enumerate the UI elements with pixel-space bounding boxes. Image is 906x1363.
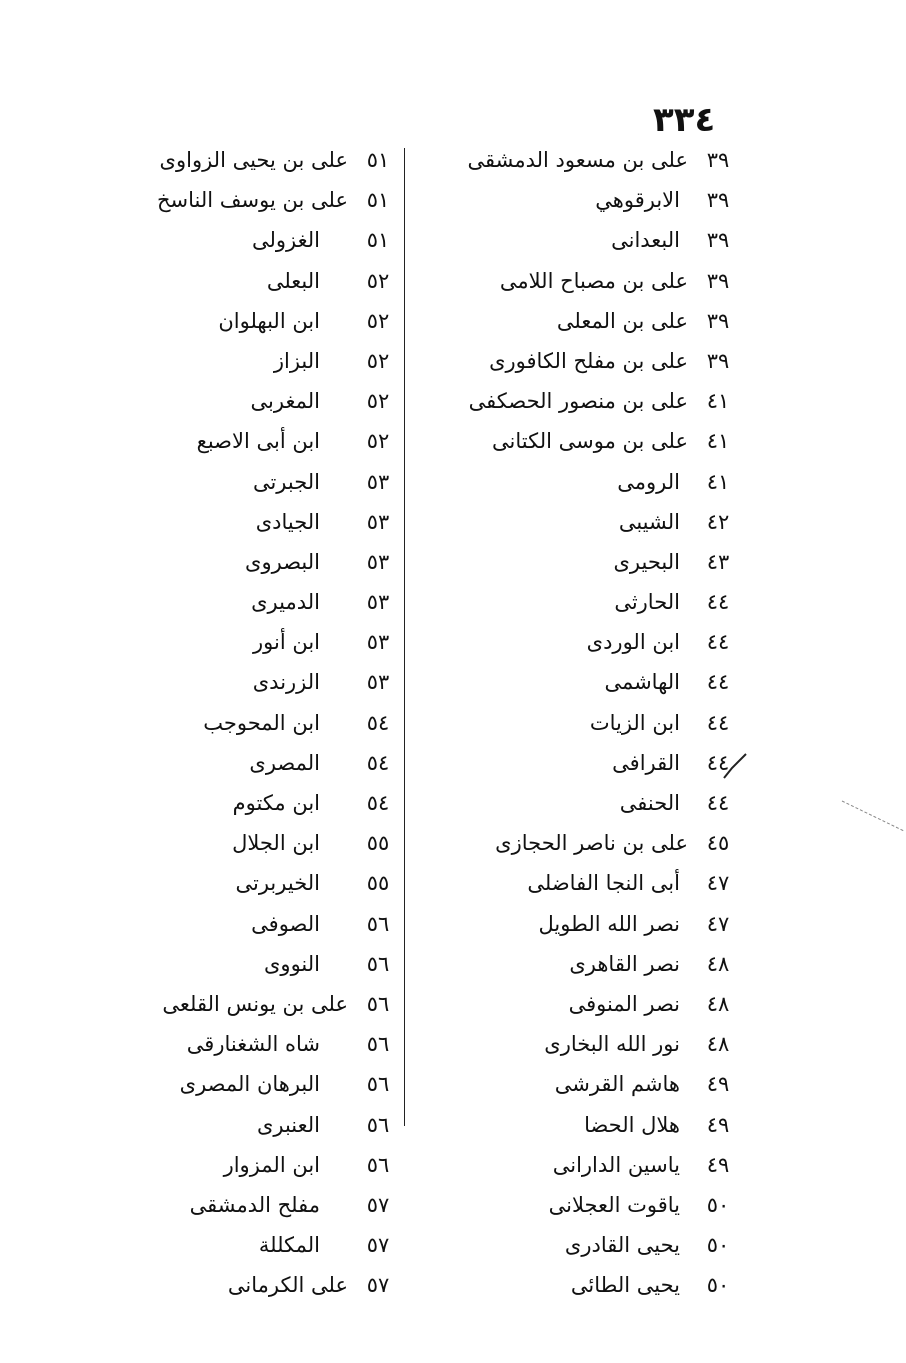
entry-page-number: ٥٥ bbox=[366, 871, 390, 896]
index-entry bbox=[90, 823, 400, 863]
index-entry bbox=[440, 421, 740, 461]
index-entry bbox=[90, 944, 400, 984]
entry-name: ابن أنور bbox=[252, 630, 320, 655]
entry-name: الصوفى bbox=[251, 911, 320, 936]
entry-page-number: ٥٤ bbox=[366, 750, 390, 775]
index-entry bbox=[440, 944, 740, 984]
entry-page-number: ٤٧ bbox=[706, 911, 730, 936]
entry-name: ابن الوردى bbox=[586, 630, 680, 655]
entry-page-number: ٥٧ bbox=[366, 1273, 390, 1298]
index-entry bbox=[440, 220, 740, 260]
entry-page-number: ٥٣ bbox=[366, 509, 390, 534]
entry-page-number: ٥٢ bbox=[366, 308, 390, 333]
entry-name: الزرندى bbox=[252, 670, 320, 695]
index-entry bbox=[440, 180, 740, 220]
index-entry bbox=[440, 301, 740, 341]
entry-page-number: ٣٩ bbox=[706, 228, 730, 253]
index-entry bbox=[90, 1105, 400, 1145]
entry-name: ياسين الدارانى bbox=[552, 1152, 680, 1177]
entry-page-number: ٣٩ bbox=[706, 268, 730, 293]
entry-name: البعدانى bbox=[611, 228, 680, 253]
index-entry bbox=[440, 542, 740, 582]
index-entry bbox=[440, 341, 740, 381]
entry-name: النووى bbox=[264, 951, 320, 976]
entry-page-number: ٣٩ bbox=[706, 348, 730, 373]
entry-page-number: ٥٦ bbox=[366, 991, 390, 1016]
entry-name: المصرى bbox=[249, 750, 320, 775]
entry-page-number: ٥١ bbox=[366, 148, 390, 172]
entry-page-number: ٤١ bbox=[706, 469, 730, 494]
entry-name: أبى النجا الفاضلى bbox=[527, 871, 680, 896]
entry-page-number: ٤٨ bbox=[706, 991, 730, 1016]
index-entry bbox=[440, 1105, 740, 1145]
entry-page-number: ٥٣ bbox=[366, 549, 390, 574]
entry-name: الخيربرتى bbox=[235, 871, 320, 896]
index-entry bbox=[440, 1225, 740, 1265]
entry-page-number: ٥٠ bbox=[706, 1233, 730, 1258]
index-entry bbox=[440, 783, 740, 823]
entry-page-number: ٤١ bbox=[706, 429, 730, 454]
entry-name: على بن موسى الكتانى bbox=[492, 429, 688, 454]
entry-name: يحيى الطائى bbox=[570, 1273, 680, 1298]
entry-name: على بن منصور الحصكفى bbox=[468, 389, 688, 414]
entry-name: الابرقوهي bbox=[595, 188, 680, 213]
entry-name: البزاز bbox=[273, 348, 320, 373]
entry-page-number: ٥٠ bbox=[706, 1192, 730, 1217]
entry-name: على بن مسعود الدمشقى bbox=[467, 148, 688, 172]
entry-page-number: ٤٤ bbox=[706, 590, 730, 615]
index-entry bbox=[440, 582, 740, 622]
index-entry bbox=[440, 863, 740, 903]
entry-page-number: ٥٥ bbox=[366, 831, 390, 856]
entry-name: نصر القاهرى bbox=[569, 951, 680, 976]
entry-page-number: ٥٦ bbox=[366, 1032, 390, 1057]
entry-name: هاشم القرشى bbox=[554, 1072, 680, 1097]
entry-page-number: ٤٢ bbox=[706, 509, 730, 534]
index-entry bbox=[90, 863, 400, 903]
entry-page-number: ٤٩ bbox=[706, 1072, 730, 1097]
entry-name: شاه الشغنارقى bbox=[186, 1032, 320, 1057]
entry-name: ابن المزوار bbox=[223, 1152, 320, 1177]
entry-name: القرافى bbox=[612, 750, 680, 775]
entry-page-number: ٥٤ bbox=[366, 791, 390, 815]
index-entry bbox=[440, 381, 740, 421]
entry-name: الهاشمى bbox=[604, 670, 680, 695]
entry-page-number: ٥٠ bbox=[706, 1273, 730, 1298]
entry-name: الحارثى bbox=[614, 590, 680, 615]
entry-name: الجبرتى bbox=[252, 469, 320, 494]
entry-name: الغزولى bbox=[252, 228, 320, 253]
index-entry bbox=[440, 743, 740, 783]
entry-page-number: ٤٤ bbox=[706, 710, 730, 735]
index-entry bbox=[440, 502, 740, 542]
entry-page-number: ٥٢ bbox=[366, 348, 390, 373]
entry-name: هلال الحضا bbox=[584, 1112, 680, 1137]
entry-page-number: ٥١ bbox=[366, 188, 390, 213]
index-column-left bbox=[90, 140, 400, 1305]
index-entry bbox=[440, 1185, 740, 1225]
index-entry bbox=[90, 1225, 400, 1265]
entry-page-number: ٤٨ bbox=[706, 951, 730, 976]
index-entry bbox=[90, 140, 400, 180]
entry-name: ابن المحوجب bbox=[203, 710, 320, 735]
index-entry bbox=[90, 502, 400, 542]
index-entry bbox=[90, 180, 400, 220]
index-entry bbox=[440, 662, 740, 702]
entry-name: ابن البهلوان bbox=[218, 308, 320, 333]
entry-name: مفلح الدمشقى bbox=[189, 1192, 320, 1217]
entry-page-number: ٤٥ bbox=[706, 831, 730, 856]
index-entry bbox=[90, 542, 400, 582]
index-entry bbox=[90, 220, 400, 260]
entry-name: العنبرى bbox=[256, 1112, 320, 1137]
entry-name: ابن مكتوم bbox=[232, 791, 320, 815]
index-entry bbox=[90, 703, 400, 743]
entry-name: ابن الزيات bbox=[589, 710, 680, 735]
index-entry bbox=[90, 743, 400, 783]
entry-name: على بن المعلى bbox=[556, 308, 688, 333]
entry-page-number: ٣٩ bbox=[706, 148, 730, 172]
entry-name: الرومى bbox=[617, 469, 680, 494]
index-entry bbox=[440, 140, 740, 180]
entry-page-number: ٥٧ bbox=[366, 1192, 390, 1217]
entry-page-number: ٤٤ bbox=[706, 750, 730, 775]
checkmark-icon bbox=[722, 750, 748, 780]
index-entry bbox=[90, 341, 400, 381]
entry-page-number: ٣٩ bbox=[706, 188, 730, 213]
index-entry bbox=[440, 823, 740, 863]
index-entry bbox=[90, 904, 400, 944]
entry-page-number: ٤٩ bbox=[706, 1152, 730, 1177]
entry-page-number: ٤٤ bbox=[706, 630, 730, 655]
index-column-right bbox=[440, 140, 740, 1305]
entry-name: على بن يحيى الزواوى bbox=[159, 148, 348, 172]
entry-page-number: ٥٢ bbox=[366, 389, 390, 414]
entry-page-number: ٥٢ bbox=[366, 268, 390, 293]
index-entry bbox=[440, 622, 740, 662]
entry-name: الحنفى bbox=[619, 791, 680, 815]
index-entry bbox=[440, 1145, 740, 1185]
entry-page-number: ٤٤ bbox=[706, 670, 730, 695]
index-entry bbox=[440, 1265, 740, 1305]
entry-name: نصر الله الطويل bbox=[538, 911, 680, 936]
entry-page-number: ٥٦ bbox=[366, 1072, 390, 1097]
entry-page-number: ٥٦ bbox=[366, 911, 390, 936]
entry-page-number: ٥٣ bbox=[366, 630, 390, 655]
entry-name: المكللة bbox=[258, 1233, 320, 1258]
entry-name: الجيادى bbox=[255, 509, 320, 534]
entry-name: على الكرمانى bbox=[227, 1273, 348, 1298]
entry-page-number: ٥٢ bbox=[366, 429, 390, 454]
entry-name: على بن مفلح الكافورى bbox=[489, 348, 688, 373]
entry-page-number: ٥٣ bbox=[366, 590, 390, 615]
index-entry bbox=[440, 462, 740, 502]
index-entry bbox=[90, 462, 400, 502]
index-entry bbox=[90, 301, 400, 341]
entry-page-number: ٤٣ bbox=[706, 549, 730, 574]
entry-name: المغربى bbox=[250, 389, 320, 414]
index-entry bbox=[440, 1064, 740, 1104]
page-number: ٣٣٤ bbox=[653, 100, 716, 140]
index-entry bbox=[90, 783, 400, 823]
entry-page-number: ٤٤ bbox=[706, 791, 730, 815]
entry-name: الدميرى bbox=[251, 590, 320, 615]
index-entry bbox=[90, 1064, 400, 1104]
entry-name: الشيبى bbox=[618, 509, 680, 534]
entry-name: على بن يونس القلعى bbox=[162, 991, 348, 1016]
index-entry bbox=[90, 622, 400, 662]
entry-page-number: ٤١ bbox=[706, 389, 730, 414]
index-entry bbox=[440, 261, 740, 301]
entry-name: ياقوت العجلانى bbox=[548, 1192, 680, 1217]
index-entry bbox=[90, 984, 400, 1024]
entry-page-number: ٣٩ bbox=[706, 308, 730, 333]
entry-name: ابن الجلال bbox=[232, 831, 320, 856]
entry-name: البصروى bbox=[245, 549, 320, 574]
index-entry bbox=[90, 421, 400, 461]
entry-page-number: ٤٩ bbox=[706, 1112, 730, 1137]
column-divider bbox=[404, 148, 405, 1126]
entry-name: البحيرى bbox=[613, 549, 680, 574]
index-entry bbox=[440, 904, 740, 944]
entry-name: البرهان المصرى bbox=[179, 1072, 320, 1097]
index-entry bbox=[90, 381, 400, 421]
entry-page-number: ٤٧ bbox=[706, 871, 730, 896]
index-entry bbox=[440, 984, 740, 1024]
entry-page-number: ٥٤ bbox=[366, 710, 390, 735]
entry-name: نور الله البخارى bbox=[544, 1032, 680, 1057]
entry-page-number: ٥٦ bbox=[366, 1152, 390, 1177]
pencil-stroke-mark bbox=[840, 795, 906, 835]
index-entry bbox=[90, 1024, 400, 1064]
entry-page-number: ٥٣ bbox=[366, 469, 390, 494]
entry-name: على بن مصباح اللامى bbox=[499, 268, 688, 293]
entry-page-number: ٥١ bbox=[366, 228, 390, 253]
entry-name: البعلى bbox=[266, 268, 320, 293]
index-entry bbox=[90, 662, 400, 702]
index-entry bbox=[90, 1145, 400, 1185]
entry-name: ابن أبى الاصبع bbox=[196, 429, 320, 454]
index-entry bbox=[440, 1024, 740, 1064]
entry-name: نصر المنوفى bbox=[568, 991, 680, 1016]
index-entry bbox=[90, 582, 400, 622]
entry-page-number: ٤٨ bbox=[706, 1032, 730, 1057]
entry-page-number: ٥٦ bbox=[366, 951, 390, 976]
index-entry bbox=[90, 261, 400, 301]
entry-name: على بن يوسف الناسخ bbox=[157, 188, 348, 213]
index-entry bbox=[90, 1185, 400, 1225]
entry-name: يحيى القادرى bbox=[564, 1233, 680, 1258]
entry-page-number: ٥٣ bbox=[366, 670, 390, 695]
entry-name: على بن ناصر الحجازى bbox=[495, 831, 688, 856]
index-entry bbox=[440, 703, 740, 743]
entry-page-number: ٥٦ bbox=[366, 1112, 390, 1137]
index-entry bbox=[90, 1265, 400, 1305]
entry-page-number: ٥٧ bbox=[366, 1233, 390, 1258]
